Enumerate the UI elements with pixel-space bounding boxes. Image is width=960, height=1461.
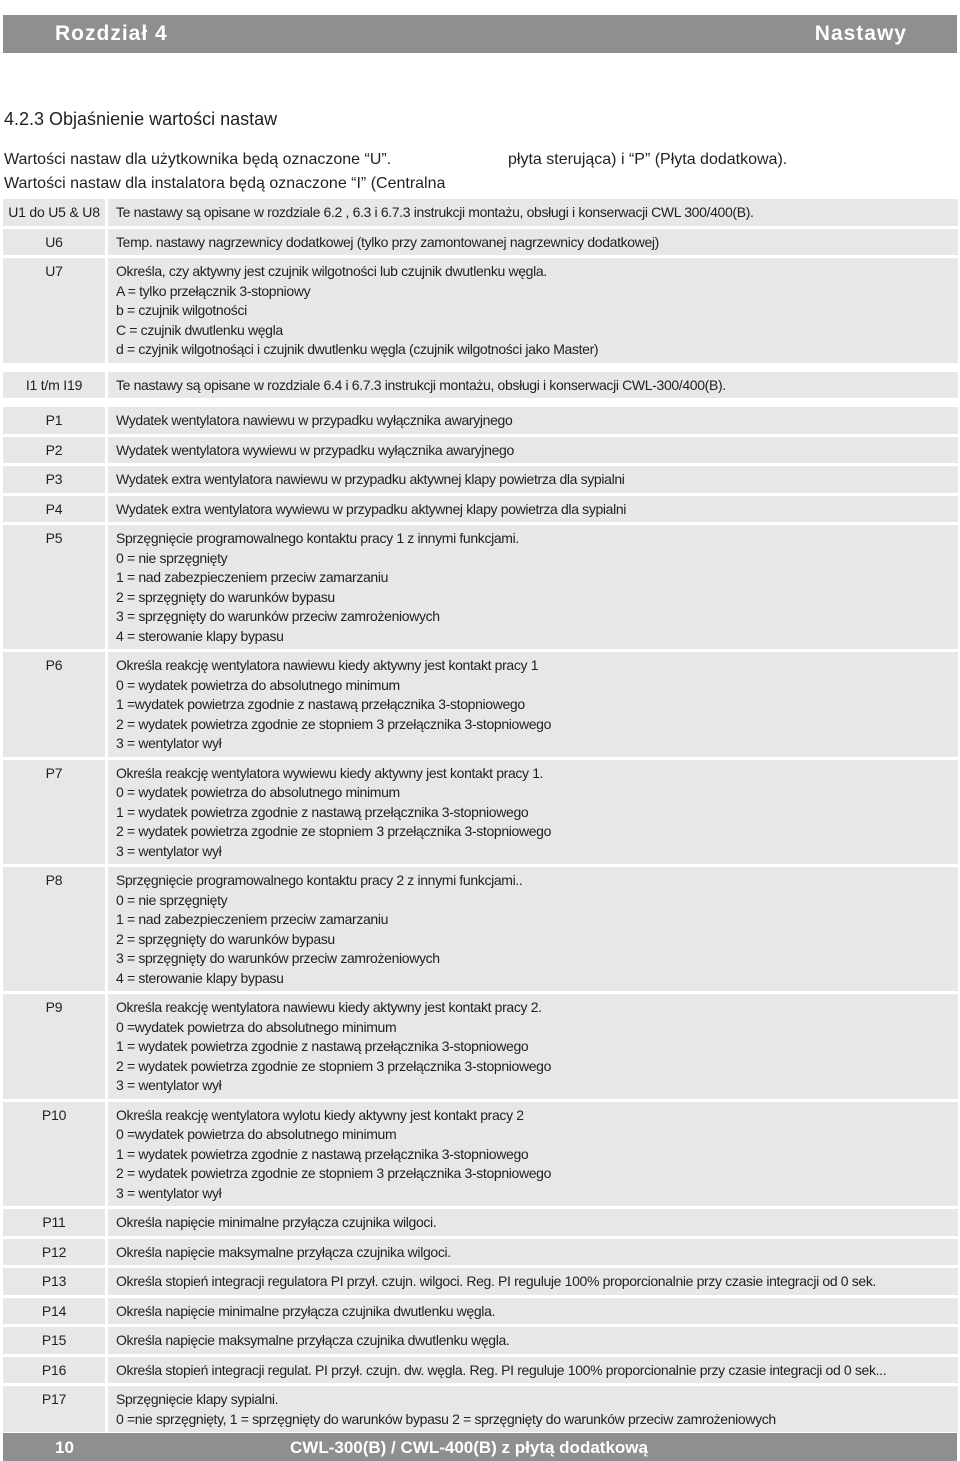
description-line: 3 = wentylator wył [116,1184,222,1201]
description-line: 2 = wydatek powietrza zgodnie ze stopniem 3 przełącznika 3-stopniowego [116,1057,552,1074]
table-row [3,1298,958,1325]
intro-line-3: płyta sterująca) i “P” (Płyta dodatkowa). [508,151,788,168]
table-row [3,525,958,649]
description-line: 1 = wydatek powietrza zgodnie z nastawą przełącznika 3-stopniowego [116,803,529,820]
setting-key: P8 [3,867,105,991]
description-line: 3 = wentylator wył [116,842,222,859]
description-line: 1 = nad zabezpieczeniem przeciw zamarzaniu [116,569,389,585]
setting-key: P3 [3,466,105,493]
table-row [3,1357,958,1384]
description-line: 2 = sprzęgnięty do warunków bypasu [116,588,335,605]
description-line: 2 = wydatek powietrza zgodnie ze stopniem 3 przełącznika 3-stopniowego [116,715,552,732]
setting-key: U6 [3,229,105,256]
chapter-header-bar [3,15,957,53]
page-number: 10 [55,1438,74,1457]
description-line: C = czujnik dwutlenku węgla [116,321,283,338]
setting-description [108,760,958,865]
description-line: Temp. nastawy nagrzewnicy dodatkowej (tylko przy zamontowanej nagrzewnicy dodatkowej) [116,233,659,250]
description-line: 1 =wydatek powietrza zgodnie z nastawą przełącznika 3-stopniowego [116,696,525,712]
setting-description [108,407,958,434]
description-line: 2 = sprzęgnięty do warunków bypasu [116,930,335,947]
setting-description [108,199,958,226]
page-footer-bar [3,1433,957,1461]
setting-key: P1 [3,407,105,434]
description-line: 1 = wydatek powietrza zgodnie z nastawą przełącznika 3-stopniowego [116,1038,529,1054]
setting-description [108,1327,958,1354]
table-row [3,1327,958,1354]
description-line: 0 =wydatek powietrza do absolutnego minimum [116,1126,397,1142]
setting-key: P17 [3,1386,105,1432]
setting-key: P7 [3,760,105,865]
table-row [3,1102,958,1207]
table-row [3,1386,958,1432]
setting-key: U1 do U5 & U8 [3,199,105,226]
footer-title: CWL-300(B) / CWL-400(B) z płytą dodatkową [290,1438,648,1457]
description-line: Określa stopień integracji regulatora PI przył. czujn. wilgoci. Reg. PI reguluje 100% proporcionalnie przy czasie integracji od 0 sek. [116,1273,877,1289]
table-row [3,867,958,991]
setting-description [108,1298,958,1325]
intro-line-2: Wartości nastaw dla instalatora będą oznaczone “I” (Centralna [4,175,446,192]
setting-key: U7 [3,258,105,363]
description-line: 0 =wydatek powietrza do absolutnego minimum [116,1018,397,1035]
section-title: 4.2.3 Objaśnienie wartości nastaw [4,109,278,129]
table-row [3,1268,958,1295]
description-line: Określa stopień integracji regulat. PI przył. czujn. dw. węgla. Reg. PI reguluje 100% proporcionalnie przy czasie integracji od 0 sek... [116,1361,887,1378]
setting-description [108,994,958,1099]
table-row [3,994,958,1099]
description-line: Określa napięcie minimalne przyłącza czujnika dwutlenku węgla. [116,1302,496,1319]
description-line: A = tylko przełącznik 3-stopniowy [116,282,311,299]
description-line: 0 = wydatek powietrza do absolutnego minimum [116,784,400,800]
setting-description [108,1386,958,1432]
description-line: Określa reakcję wentylatora wywiewu kiedy aktywny jest kontakt pracy 1. [116,764,544,781]
description-line: Sprzęgnięcie programowalnego kontaktu pracy 1 z innymi funkcjami. [116,530,519,546]
description-line: Określa napięcie maksymalne przyłącza czujnika wilgoci. [116,1243,451,1260]
setting-key: P12 [3,1239,105,1266]
description-line: 2 = wydatek powietrza zgodnie ze stopniem 3 przełącznika 3-stopniowego [116,1165,552,1181]
description-line: Sprzęgnięcie programowalnego kontaktu pracy 2 z innymi funkcjami.. [116,872,523,888]
description-line: 4 = sterowanie klapy bypasu [116,627,284,644]
table-row [3,466,958,493]
description-line: 3 = sprzęgnięty do warunków przeciw zamrożeniowych [116,608,440,624]
setting-key: P5 [3,525,105,649]
setting-description [108,258,958,363]
description-line: 4 = sterowanie klapy bypasu [116,969,284,986]
description-line: Określa napięcie maksymalne przyłącza czujnika dwutlenku węgla. [116,1332,510,1348]
setting-description [108,1239,958,1266]
intro-line-1: Wartości nastaw dla użytkownika będą oznaczone “U”. [4,151,392,168]
table-row [3,496,958,523]
table-row [3,1239,958,1266]
setting-description [108,372,958,399]
description-line: Wydatek extra wentylatora nawiewu w przypadku aktywnej klapy powietrza dla sypialni [116,471,625,487]
setting-description [108,652,958,757]
setting-description [108,1209,958,1236]
settings-table [3,199,958,1435]
setting-description [108,1102,958,1207]
description-line: Określa napięcie minimalne przyłącza czujnika wilgoci. [116,1214,437,1230]
setting-key: I1 t/m I19 [3,372,105,399]
setting-description [108,1357,958,1384]
chapter-label: Rozdział 4 [55,22,168,45]
table-row [3,372,958,399]
description-line: 3 = wentylator wył [116,735,222,751]
description-line: Te nastawy są opisane w rozdziale 6.4 i 6.7.3 instrukcji montażu, obsługi i konserwacji CWL-300/400(B). [116,376,726,393]
description-line: 0 = nie sprzęgnięty [116,891,228,908]
description-line: Określa reakcję wentylatora nawiewu kiedy aktywny jest kontakt pracy 1 [116,657,539,673]
description-line: Sprzęgnięcie klapy sypialni. [116,1391,279,1407]
setting-key: P6 [3,652,105,757]
table-row [3,407,958,434]
setting-key: P10 [3,1102,105,1207]
setting-key: P2 [3,437,105,464]
setting-description [108,437,958,464]
description-line: Wydatek extra wentylatora wywiewu w przypadku aktywnej klapy powietrza dla sypialni [116,500,627,517]
description-line: Wydatek wentylatora nawiewu w przypadku wyłącznika awaryjnego [116,412,513,428]
setting-key: P13 [3,1268,105,1295]
setting-description [108,466,958,493]
description-line: b = czujnik wilgotności [116,302,247,318]
description-line: 0 =nie sprzęgnięty, 1 = sprzęgnięty do warunków bypasu 2 = sprzęgnięty do warunków przeciw zamrożeniowych [116,1410,776,1427]
description-line: 0 = nie sprzęgnięty [116,549,228,566]
table-row [3,437,958,464]
setting-description [108,496,958,523]
setting-key: P15 [3,1327,105,1354]
description-line: Określa, czy aktywny jest czujnik wilgotności lub czujnik dwutlenku węgla. [116,263,547,279]
description-line: 3 = wentylator wył [116,1077,222,1093]
table-row [3,1209,958,1236]
description-line: 0 = wydatek powietrza do absolutnego minimum [116,676,400,693]
description-line: 2 = wydatek powietrza zgodnie ze stopniem 3 przełącznika 3-stopniowego [116,823,552,839]
description-line: Określa reakcję wentylatora wylotu kiedy aktywny jest kontakt pracy 2 [116,1106,524,1123]
setting-key: P9 [3,994,105,1099]
setting-description [108,525,958,649]
section-label: Nastawy [814,22,907,45]
description-line: 3 = sprzęgnięty do warunków przeciw zamrożeniowych [116,950,440,966]
description-line: Te nastawy są opisane w rozdziale 6.2 , 6.3 i 6.7.3 instrukcji montażu, obsługi i konserwacji CWL 300/400(B). [116,204,754,220]
table-row [3,199,958,226]
description-line: 1 = wydatek powietrza zgodnie z nastawą przełącznika 3-stopniowego [116,1145,529,1162]
table-row [3,258,958,363]
description-line: d = czyjnik wilgotnośąci i czujnik dwutlenku węgla (czujnik wilgotności jako Master) [116,341,599,357]
setting-key: P16 [3,1357,105,1384]
setting-key: P4 [3,496,105,523]
setting-description [108,229,958,256]
setting-key: P11 [3,1209,105,1236]
setting-description [108,1268,958,1295]
table-row [3,229,958,256]
setting-description [108,867,958,991]
description-line: Wydatek wentylatora wywiewu w przypadku wyłącznika awaryjnego [116,441,514,458]
description-line: 1 = nad zabezpieczeniem przeciw zamarzaniu [116,911,389,927]
setting-key: P14 [3,1298,105,1325]
description-line: Określa reakcję wentylatora nawiewu kiedy aktywny jest kontakt pracy 2. [116,999,542,1015]
table-row [3,760,958,865]
table-row [3,652,958,757]
